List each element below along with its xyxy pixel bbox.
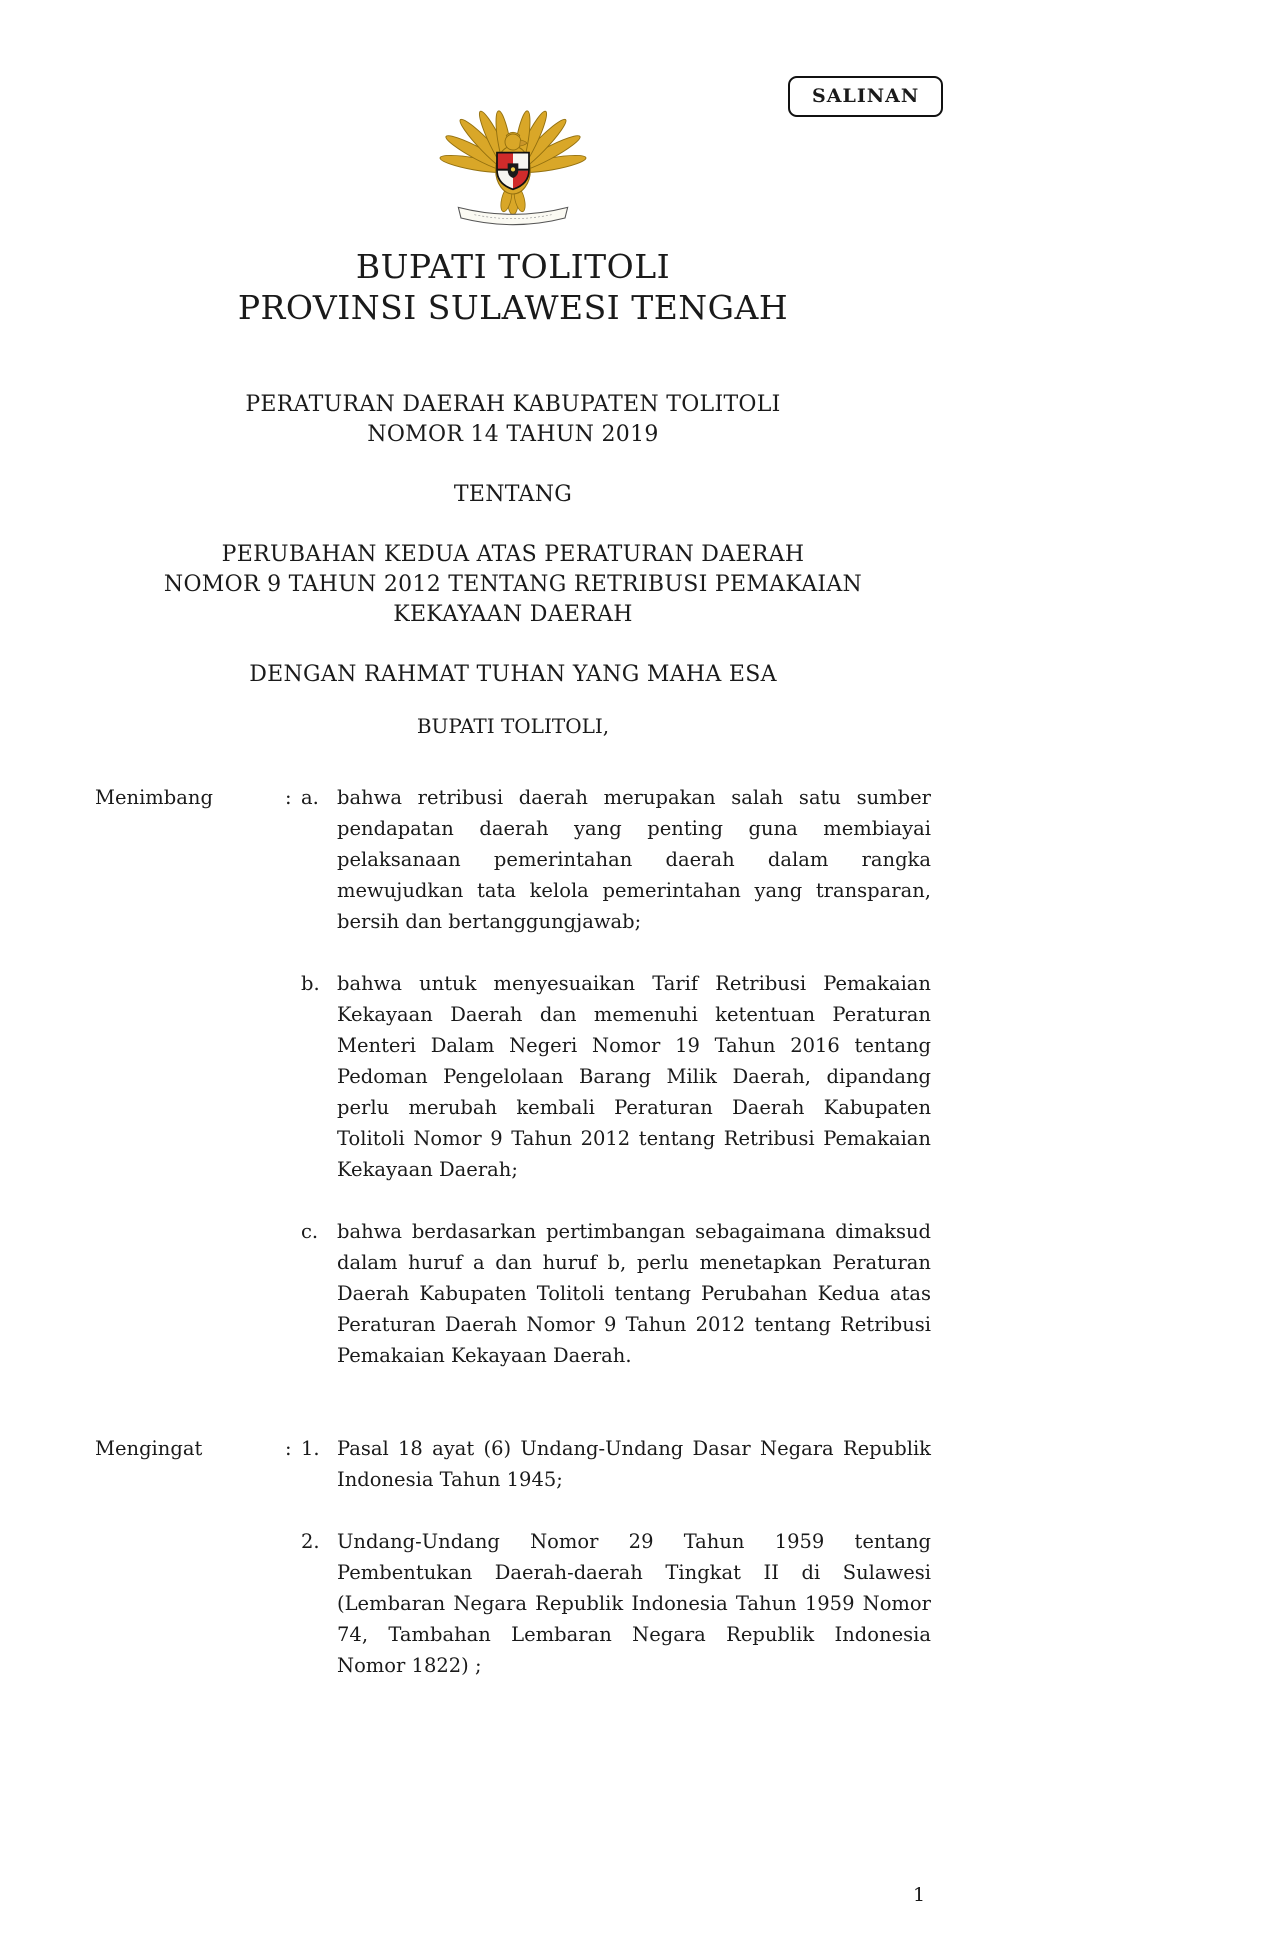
regulation-number: NOMOR 14 TAHUN 2019: [367, 422, 659, 447]
issuer-text: BUPATI TOLITOLI,: [416, 714, 610, 738]
mengingat-item-2: [301, 1526, 931, 1681]
menimbang-items: [301, 782, 931, 1371]
menimbang-item-b: [301, 968, 931, 1185]
garuda-pancasila-icon: [433, 82, 593, 232]
letterhead-line-bupati: BUPATI TOLITOLI: [355, 247, 671, 286]
salinan-label: SALINAN: [812, 85, 920, 107]
letterhead-line-provinsi: PROVINSI SULAWESI TENGAH: [237, 288, 789, 327]
letterhead-title: [95, 246, 931, 328]
subject-line-2: NOMOR 9 TAHUN 2012 TENTANG RETRIBUSI PEMAKAIAN: [163, 572, 863, 597]
mengingat-item-1: [301, 1433, 931, 1495]
document-content: [95, 0, 931, 1681]
item-marker: 2.: [301, 1530, 320, 1553]
menimbang-colon: :: [285, 786, 292, 809]
item-marker: b.: [301, 972, 320, 995]
subject-line-3: KEKAYAAN DAERAH: [393, 602, 633, 627]
item-text: bahwa untuk menyesuaikan Tarif Retribusi Pemakaian Kekayaan Daerah dan memenuhi ketentuan Peraturan Menteri Dalam Negeri Nomor 19 Tahun 2016 tentang Pedoman Pengelolaan Barang Milik Daerah, dipandang perlu merubah kembali Peraturan Daerah Kabupaten Tolitoli Nomor 9 Tahun 2012 tentang Retribusi Pemakaian Kekayaan Daerah;: [337, 972, 931, 1181]
tentang-heading: [95, 480, 931, 510]
regulation-title: PERATURAN DAERAH KABUPATEN TOLITOLI: [245, 392, 781, 417]
menimbang-label: Menimbang: [95, 786, 213, 809]
tentang-label: TENTANG: [453, 482, 573, 507]
item-marker: a.: [301, 786, 319, 809]
regulation-heading: [95, 390, 931, 450]
invocation-text: DENGAN RAHMAT TUHAN YANG MAHA ESA: [249, 662, 777, 687]
item-text: bahwa retribusi daerah merupakan salah satu sumber pendapatan daerah yang penting guna membiayai pelaksanaan pemerintahan daerah dalam rangka mewujudkan tata kelola pemerintahan yang transparan, bersih dan bertanggungjawab;: [337, 786, 931, 933]
mengingat-items: [301, 1433, 931, 1681]
item-text: bahwa berdasarkan pertimbangan sebagaimana dimaksud dalam huruf a dan huruf b, perlu menetapkan Peraturan Daerah Kabupaten Tolitoli tentang Perubahan Kedua atas Peraturan Daerah Nomor 9 Tahun 2012 tentang Retribusi Pemakaian Kekayaan Daerah.: [337, 1220, 931, 1367]
item-marker: c.: [301, 1220, 319, 1243]
menimbang-item-c: [301, 1216, 931, 1371]
subject-heading: [95, 540, 931, 630]
mengingat-label: Mengingat: [95, 1437, 203, 1460]
invocation-heading: [95, 660, 931, 690]
item-marker: 1.: [301, 1437, 320, 1460]
mengingat-colon: :: [285, 1437, 292, 1460]
menimbang-item-a: [301, 782, 931, 937]
issuer-heading: [95, 712, 931, 740]
garuda-pancasila-emblem: [433, 82, 593, 232]
item-text: Undang-Undang Nomor 29 Tahun 1959 tentang Pembentukan Daerah-daerah Tingkat II di Sulawesi (Lembaran Negara Republik Indonesia Tahun 1959 Nomor 74, Tambahan Lembaran Negara Republik Indonesia Nomor 1822) ;: [337, 1530, 931, 1677]
page-number: 1: [913, 1884, 926, 1906]
mengingat-section: [95, 1433, 931, 1681]
item-text: Pasal 18 ayat (6) Undang-Undang Dasar Negara Republik Indonesia Tahun 1945;: [337, 1437, 931, 1491]
subject-line-1: PERUBAHAN KEDUA ATAS PERATURAN DAERAH: [221, 542, 805, 567]
menimbang-section: [95, 782, 931, 1371]
